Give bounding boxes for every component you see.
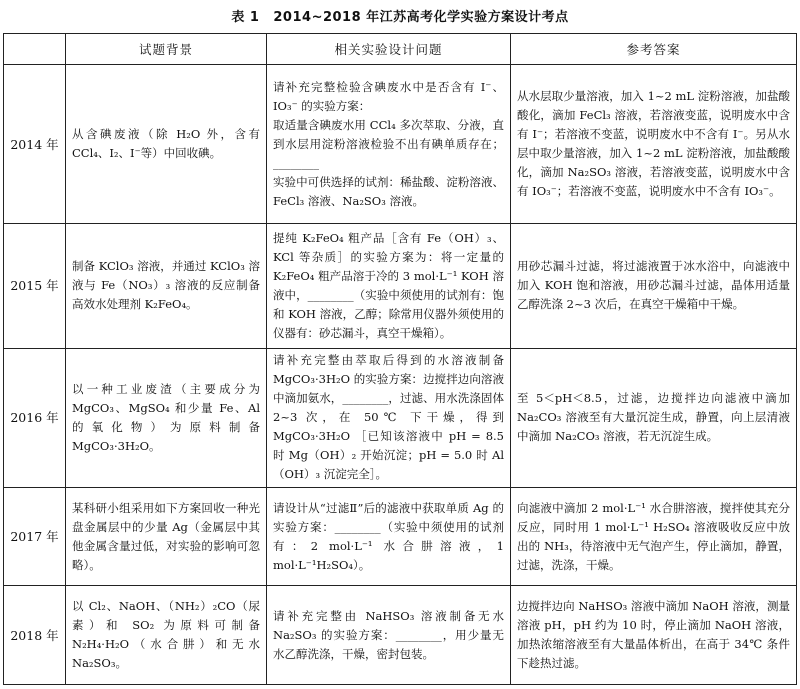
answer-cell	[511, 65, 797, 224]
year-cell: 2014 年	[4, 65, 66, 224]
answer-text: 从水层取少量溶液，加入 1~2 mL 淀粉溶液，加盐酸酸化，滴加 FeCl₃ 溶液，若溶液变蓝，说明废水中含有 I⁻；若溶液不变蓝，说明废水中不含有 I⁻。另从水层中取少量溶液，加入 1~2 mL 淀粉溶液，加盐酸酸化，滴加 Na₂SO₃ 溶液，若溶液变蓝，说明废水中含有 IO₃⁻；若溶液不变蓝，说明废水中不含有 IO₃⁻。	[517, 89, 790, 198]
table-row	[4, 65, 797, 224]
answer-text: 边搅拌边向 NaHSO₃ 溶液中滴加 NaOH 溶液，测量溶液 pH，pH 约为 10 时，停止滴加 NaOH 溶液，加热浓缩溶液至有大量晶体析出，在高于 34℃ 条件下趁热过滤。	[517, 599, 790, 671]
question-text: 提纯 K₂FeO₄ 粗产品［含有 Fe（OH）₃、KCl 等杂质］的实验方案为：将一定量的 K₂FeO₄ 粗产品溶于冷的 3 mol·L⁻¹ KOH 溶液中，________（实验中须使用的试剂有：饱和 KOH 溶液，乙醇；除常用仪器外须使用的仪器有：砂芯漏斗，真空干燥箱）。	[273, 230, 504, 340]
question-cell	[267, 487, 511, 586]
question-cell	[267, 586, 511, 685]
question-text: 请补充完整由萃取后得到的水溶液制备 MgCO₃·3H₂O 的实验方案：边搅拌边向溶液中滴加氨水，________，过滤、用水洗涤固体 2~3 次，在 50℃ 下干燥，得到 MgCO₃·3H₂O ［已知该溶液中 pH = 8.5 时 Mg（OH）₂ 开始沉淀；pH = 5.0 时 Al（OH）₃ 沉淀完全］。	[273, 353, 504, 482]
question-text: 请补充完整检验含碘废水中是否含有 I⁻、IO₃⁻ 的实验方案： 取适量含碘废水用 CCl₄ 多次萃取、分液，直到水层用淀粉溶液检验不出有碘单质存在；________ 实验中可供选择的试剂：稀盐酸、淀粉溶液、FeCl₃ 溶液、Na₂SO₃ 溶液。	[273, 79, 504, 208]
question-text: 请设计从“过滤Ⅱ”后的滤液中获取单质 Ag 的实验方案：________（实验中须使用的试剂有：2 mol·L⁻¹ 水合肼溶液，1 mol·L⁻¹H₂SO₄）。	[273, 500, 504, 572]
background-cell	[66, 586, 267, 685]
table-number: 表 1	[231, 10, 260, 25]
answer-cell	[511, 586, 797, 685]
answer-text: 向滤液中滴加 2 mol·L⁻¹ 水合肼溶液，搅拌使其充分反应，同时用 1 mol·L⁻¹ H₂SO₄ 溶液吸收反应中放出的 NH₃，待溶液中无气泡产生，停止滴加，静置，过滤，洗涤，干燥。	[517, 500, 790, 572]
background-cell	[66, 348, 267, 487]
question-cell	[267, 224, 511, 349]
question-cell	[267, 65, 511, 224]
year-cell: 2015 年	[4, 224, 66, 349]
table-caption	[0, 6, 800, 25]
year-cell: 2017 年	[4, 487, 66, 586]
answer-cell	[511, 487, 797, 586]
header-year	[4, 34, 66, 65]
exam-design-table	[3, 33, 797, 685]
header-answer: 参考答案	[511, 34, 797, 65]
answer-text: 至 5＜pH＜8.5，过滤，边搅拌边向滤液中滴加 Na₂CO₃ 溶液至有大量沉淀生成，静置，向上层清液中滴加 Na₂CO₃ 溶液，若无沉淀生成。	[517, 391, 790, 444]
year-cell: 2016 年	[4, 348, 66, 487]
question-cell	[267, 348, 511, 487]
question-text: 请补充完整由 NaHSO₃ 溶液制备无水 Na₂SO₃ 的实验方案：________，用少量无水乙醇洗涤，干燥，密封包装。	[273, 608, 504, 661]
table-title: 2014~2018 年江苏高考化学实验方案设计考点	[273, 10, 569, 25]
background-text: 从含碘废液（除 H₂O 外，含有 CCl₄、I₂、I⁻等）中回收碘。	[72, 127, 260, 160]
background-text: 以一种工业废渣（主要成分为 MgCO₃、MgSO₄ 和少量 Fe、Al 的氧化物）为原料制备 MgCO₃·3H₂O。	[72, 381, 260, 453]
header-row	[4, 34, 797, 65]
background-cell	[66, 487, 267, 586]
table-row	[4, 586, 797, 685]
background-text: 以 Cl₂、NaOH、（NH₂）₂CO（尿素）和 SO₂ 为原料可制备 N₂H₄·H₂O（水合肼）和无水 Na₂SO₃。	[72, 599, 260, 671]
background-cell	[66, 224, 267, 349]
table-row	[4, 487, 797, 586]
background-text: 某科研小组采用如下方案回收一种光盘金属层中的少量 Ag（金属层中其他金属含量过低，对实验的影响可忽略）。	[72, 500, 260, 572]
answer-cell	[511, 348, 797, 487]
header-question: 相关实验设计问题	[267, 34, 511, 65]
table-row	[4, 224, 797, 349]
answer-text: 用砂芯漏斗过滤，将过滤液置于冰水浴中，向滤液中加入 KOH 饱和溶液，用砂芯漏斗过滤，晶体用适量乙醇洗涤 2~3 次后，在真空干燥箱中干燥。	[517, 259, 790, 312]
year-cell: 2018 年	[4, 586, 66, 685]
header-background: 试题背景	[66, 34, 267, 65]
background-text: 制备 KClO₃ 溶液，并通过 KClO₃ 溶液与 Fe（NO₃）₃ 溶液的反应制备高效水处理剂 K₂FeO₄。	[72, 259, 260, 312]
answer-cell	[511, 224, 797, 349]
background-cell	[66, 65, 267, 224]
table-row	[4, 348, 797, 487]
